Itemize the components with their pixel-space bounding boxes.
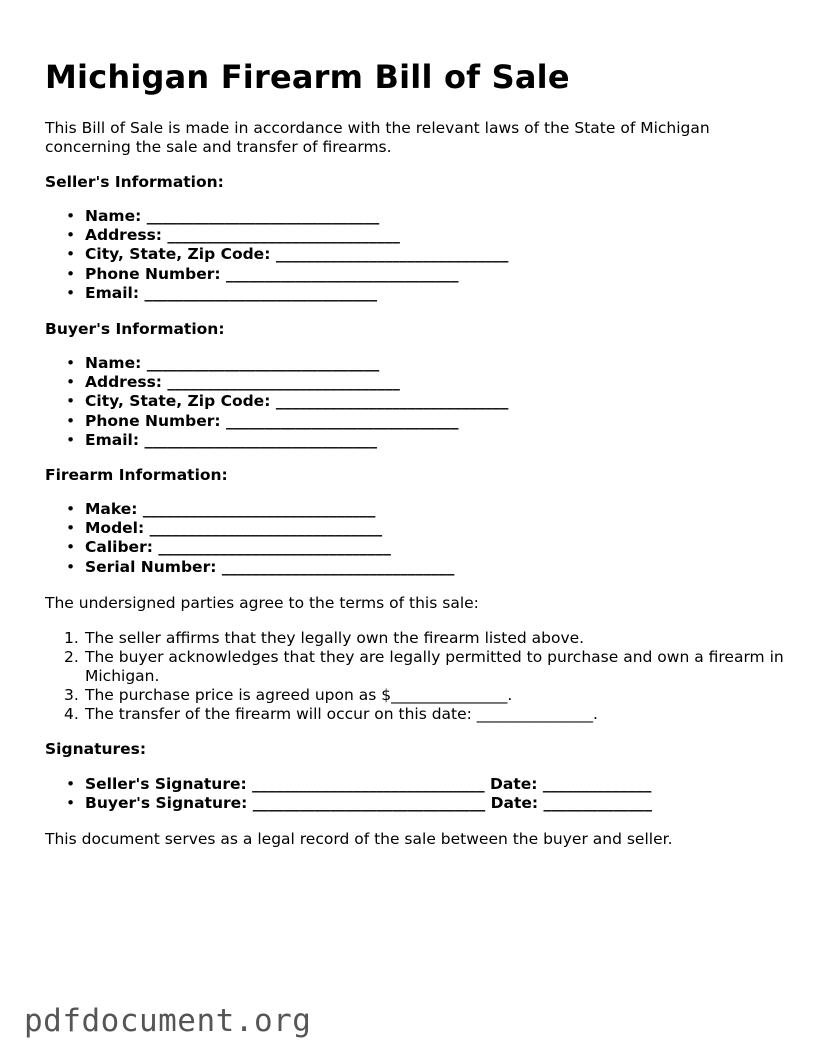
seller-fields <box>45 207 508 303</box>
intro-paragraph: This Bill of Sale is made in accordance with the relevant laws of the State of Michigan concerning the sale and transfer of firearms. <box>45 119 710 156</box>
term-item: 2. The buyer acknowledges that they are legally permitted to purchase and own a firearm in Michigan. <box>64 648 784 685</box>
closing-paragraph: This document serves as a legal record of the sale between the buyer and seller. <box>45 830 673 848</box>
seller-city-state-zip-field[interactable]: • City, State, Zip Code: ______________________________ <box>85 245 508 264</box>
buyer-email-field[interactable]: • Email: ______________________________ <box>85 431 508 450</box>
agreement-terms <box>45 629 785 724</box>
firearm-serial-field[interactable]: • Serial Number: ______________________________ <box>85 558 454 577</box>
seller-address-field[interactable]: • Address: ______________________________ <box>85 226 508 245</box>
firearm-heading: Firearm Information: <box>45 466 228 484</box>
term-item-price[interactable]: 3. The purchase price is agreed upon as $_______________. <box>64 686 513 704</box>
seller-signature-field[interactable]: • Seller's Signature: ______________________________ Date: ______________ <box>85 775 652 794</box>
buyer-city-state-zip-field[interactable]: • City, State, Zip Code: ______________________________ <box>85 392 508 411</box>
seller-heading: Seller's Information: <box>45 173 224 191</box>
signature-fields <box>45 775 652 813</box>
agreement-lead: The undersigned parties agree to the terms of this sale: <box>45 594 479 612</box>
firearm-model-field[interactable]: • Model: ______________________________ <box>85 519 454 538</box>
watermark-logo: pdfdocument.org <box>24 1003 312 1039</box>
term-item-date[interactable]: 4. The transfer of the firearm will occur on this date: _______________. <box>64 705 598 723</box>
buyer-phone-field[interactable]: • Phone Number: ______________________________ <box>85 412 508 431</box>
buyer-name-field[interactable]: • Name: ______________________________ <box>85 354 508 373</box>
buyer-address-field[interactable]: • Address: ______________________________ <box>85 373 508 392</box>
firearm-make-field[interactable]: • Make: ______________________________ <box>85 500 454 519</box>
document-title: Michigan Firearm Bill of Sale <box>45 58 570 96</box>
buyer-heading: Buyer's Information: <box>45 320 225 338</box>
seller-name-field[interactable]: • Name: ______________________________ <box>85 207 508 226</box>
seller-phone-field[interactable]: • Phone Number: ______________________________ <box>85 265 508 284</box>
seller-email-field[interactable]: • Email: ______________________________ <box>85 284 508 303</box>
firearm-fields <box>45 500 454 577</box>
signatures-heading: Signatures: <box>45 740 147 758</box>
firearm-caliber-field[interactable]: • Caliber: ______________________________ <box>85 538 454 557</box>
term-item: 1. The seller affirms that they legally own the firearm listed above. <box>64 629 585 647</box>
buyer-signature-field[interactable]: • Buyer's Signature: ______________________________ Date: ______________ <box>85 794 652 813</box>
buyer-fields <box>45 354 508 450</box>
